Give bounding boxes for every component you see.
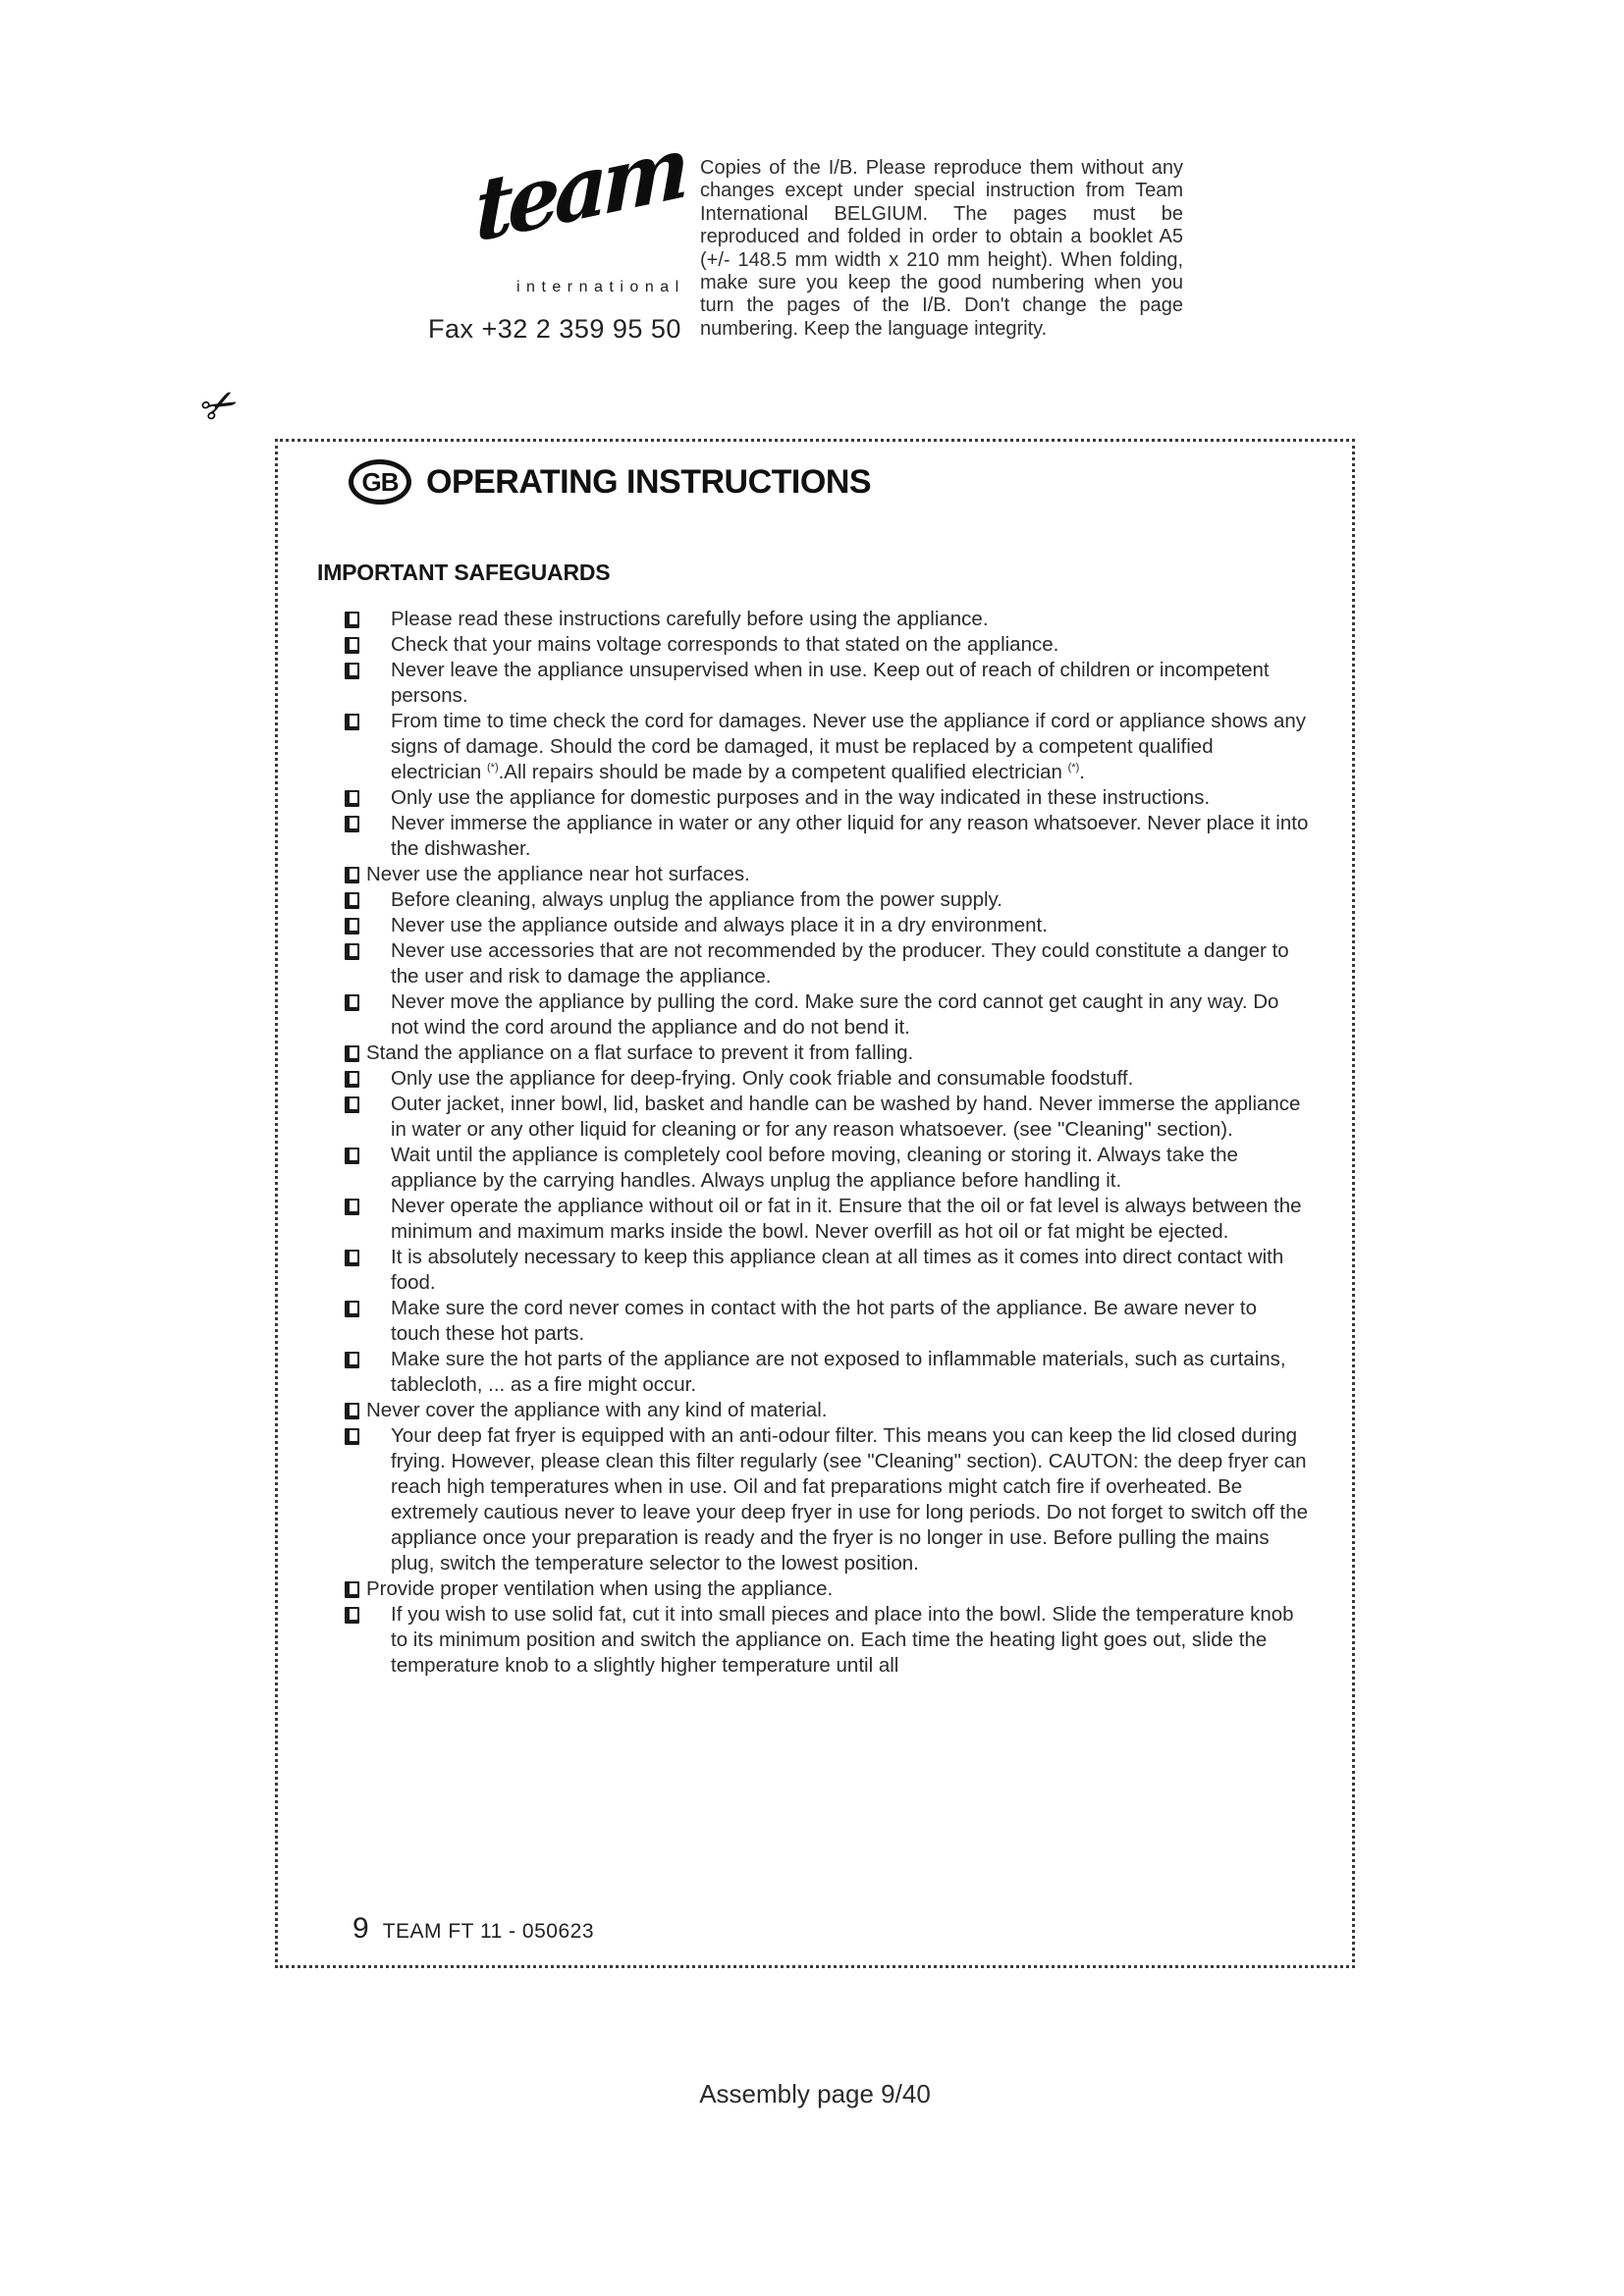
safeguard-item: If you wish to use solid fat, cut it into small pieces and place into the bowl. Slide the temperature knob to its minimum position and switch the appliance on. Each time the heating light goes out, slide the temperature knob to a slightly higher temperature until all <box>278 1602 1309 1679</box>
section-title: IMPORTANT SAFEGUARDS <box>317 560 611 585</box>
box-heading-row <box>349 459 871 505</box>
safeguard-item: Stand the appliance on a flat surface to prevent it from falling. <box>278 1041 1309 1066</box>
checkbox-bullet-icon <box>345 1199 359 1215</box>
scissors-icon: ✂ <box>192 376 247 436</box>
safeguard-item: Outer jacket, inner bowl, lid, basket and handle can be washed by hand. Never immerse the appliance in water or any other liquid for cleaning or for any reason whatsoever. (see "Cleaning" section). <box>278 1092 1309 1143</box>
safeguard-item: Before cleaning, always unplug the appliance from the power supply. <box>278 887 1309 913</box>
checkbox-bullet-icon <box>345 1301 359 1317</box>
checkbox-bullet-icon <box>345 918 359 934</box>
logo-subtext: international <box>516 279 685 295</box>
fax-number: Fax +32 2 359 95 50 <box>428 314 681 344</box>
page-number: 9 <box>352 1912 369 1945</box>
checkbox-bullet-icon <box>345 892 359 909</box>
checkbox-bullet-icon <box>345 1250 359 1266</box>
safeguard-item: Provide proper ventilation when using the appliance. <box>278 1576 1309 1602</box>
checkbox-bullet-icon <box>345 816 359 832</box>
checkbox-bullet-icon <box>345 1581 359 1598</box>
safeguard-item: It is absolutely necessary to keep this appliance clean at all times as it comes into direct contact with food. <box>278 1245 1309 1296</box>
assembly-page-footer: Assembly page 9/40 <box>699 2079 931 2109</box>
safeguards-list <box>278 607 1309 1679</box>
safeguard-item: Check that your mains voltage corresponds to that stated on the appliance. <box>278 632 1309 658</box>
safeguard-item: Please read these instructions carefully before using the appliance. <box>278 607 1309 632</box>
safeguard-item: Only use the appliance for domestic purposes and in the way indicated in these instructions. <box>278 785 1309 811</box>
safeguard-item: Never move the appliance by pulling the cord. Make sure the cord cannot get caught in any way. Do not wind the cord around the appliance and do not bend it. <box>278 989 1309 1041</box>
checkbox-bullet-icon <box>345 867 359 883</box>
reproduction-instructions-paragraph: Copies of the I/B. Please reproduce them without any changes except under special instruction from Team International BELGIUM. The pages must be reproduced and folded in order to obtain a booklet A5 (+/- 148.5 mm width x 210 mm height). When folding, make sure you keep the good numbering when you turn the pages of the I/B. Don't change the page numbering. Keep the language integrity. <box>700 157 1183 340</box>
box-title: OPERATING INSTRUCTIONS <box>426 462 872 501</box>
safeguard-item: Wait until the appliance is completely cool before moving, cleaning or storing it. Always take the appliance by the carrying handles. Always unplug the appliance before handling it. <box>278 1143 1309 1194</box>
safeguard-item: From time to time check the cord for damages. Never use the appliance if cord or appliance shows any signs of damage. Should the cord be damaged, it must be replaced by a competent qualified electrician (*).All repairs should be made by a competent qualified electrician (*). <box>278 709 1309 785</box>
checkbox-bullet-icon <box>345 1428 359 1445</box>
safeguard-item: Never leave the appliance unsupervised when in use. Keep out of reach of children or incompetent persons. <box>278 658 1309 709</box>
checkbox-bullet-icon <box>345 790 359 807</box>
checkbox-bullet-icon <box>345 994 359 1011</box>
safeguard-item: Never use the appliance outside and always place it in a dry environment. <box>278 913 1309 938</box>
safeguard-item: Your deep fat fryer is equipped with an anti-odour filter. This means you can keep the lid closed during frying. However, please clean this filter regularly (see "Cleaning" section). CAUTON: the deep fryer can reach high temperatures when in use. Oil and fat preparations might catch fire if overheated. Be extremely cautious never to leave your deep fryer in use for long periods. Do not forget to switch off the appliance once your preparation is ready and the fryer is no longer in use. Before pulling the mains plug, switch the temperature selector to the lowest position. <box>278 1423 1309 1576</box>
checkbox-bullet-icon <box>345 1071 359 1088</box>
checkbox-bullet-icon <box>345 1096 359 1113</box>
box-footer <box>352 1912 594 1946</box>
safeguard-item: Never use accessories that are not recommended by the producer. They could constitute a danger to the user and risk to damage the appliance. <box>278 938 1309 989</box>
checkbox-bullet-icon <box>345 663 359 679</box>
safeguard-item: Never immerse the appliance in water or any other liquid for any reason whatsoever. Never place it into the dishwasher. <box>278 811 1309 862</box>
checkbox-bullet-icon <box>345 637 359 654</box>
safeguard-item: Never use the appliance near hot surfaces. <box>278 862 1309 887</box>
checkbox-bullet-icon <box>345 943 359 960</box>
safeguard-item: Make sure the cord never comes in contact with the hot parts of the appliance. Be aware never to touch these hot parts. <box>278 1296 1309 1347</box>
team-international-logo <box>461 116 685 312</box>
logo-script-text: team <box>475 116 684 263</box>
checkbox-bullet-icon <box>345 1352 359 1368</box>
document-reference: TEAM FT 11 - 050623 <box>382 1920 595 1943</box>
safeguard-item: Make sure the hot parts of the appliance are not exposed to inflammable materials, such as curtains, tablecloth, ... as a fire might occur. <box>278 1347 1309 1398</box>
checkbox-bullet-icon <box>345 1607 359 1624</box>
operating-instructions-box <box>275 439 1355 1968</box>
safeguard-item: Only use the appliance for deep-frying. Only cook friable and consumable foodstuff. <box>278 1066 1309 1092</box>
checkbox-bullet-icon <box>345 714 359 730</box>
gb-language-badge: GB <box>349 459 411 505</box>
checkbox-bullet-icon <box>345 1045 359 1062</box>
checkbox-bullet-icon <box>345 1148 359 1164</box>
checkbox-bullet-icon <box>345 1403 359 1419</box>
safeguard-item: Never cover the appliance with any kind of material. <box>278 1398 1309 1423</box>
checkbox-bullet-icon <box>345 612 359 628</box>
safeguard-item: Never operate the appliance without oil or fat in it. Ensure that the oil or fat level is always between the minimum and maximum marks inside the bowl. Never overfill as hot oil or fat might be ejected. <box>278 1194 1309 1245</box>
